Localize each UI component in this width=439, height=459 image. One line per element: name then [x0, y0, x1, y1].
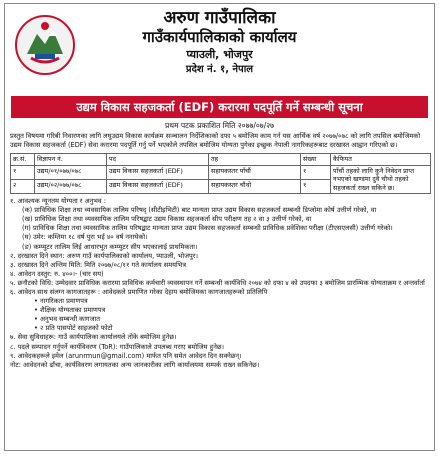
col-header: विज्ञापन नं. — [35, 154, 107, 165]
table-cell: १ — [301, 179, 331, 193]
intro-paragraph: प्रस्तुत विषयमा गरिबी निवारणका लागि लघुउद्यम विकास कार्यक्रम सञ्चालन निर्देशिकाको दफा ५ बमोजिम काम गर्न यस आर्थिक वर्ष २०७७/०७८ को लागि तपसिल बमोजिमको उद्यम विकास सहजकर्ता (EDF) सेवा करारमा पदपूर्ति गर्नु पर्ने भएकोले तपसिल बमोजिम योग्यता पुगेका इच्छुक नेपाली नागरिकहरूबाट दरखास्त आह्वान गरिएको छ। — [10, 132, 421, 150]
notice-line: • २ प्रति पासपोर्ट साइजको फोटो — [34, 324, 113, 333]
notice-line: ४. आवेदन दस्तुर: रु. ४००।- (चार सय) — [10, 269, 104, 278]
notice-line: • शैक्षिक योग्यताका प्रमाणपत्र — [34, 306, 106, 315]
table-cell: सहायकस्तर पाँचौं — [209, 165, 301, 179]
notice-line: १. आवश्यक न्यूनतम योग्यता र अनुभव : — [10, 197, 106, 206]
notice-title-banner: उद्यम विकास सहजकर्ता (EDF) करारमा पदपूर्ति गर्ने सम्बन्धी सूचना — [11, 96, 428, 118]
table-cell: २ — [11, 179, 35, 193]
col-header: क्र.सं. — [11, 154, 35, 165]
notice-line: (घ) उमेर: कम्तिमा १८ वर्ष पुरा भई ४० वर्ष ननाघेको। — [22, 233, 148, 242]
table-cell: १ — [11, 165, 35, 179]
vacancy-table — [10, 153, 431, 194]
notice-line: ८. पदले सम्पादन गर्नुपर्ने कार्यविवरण (ToR): गाउँपालिकाले उपलब्ध गराए बमोजिम हुनेछ। — [10, 342, 225, 351]
office-place: प्याउली, भोजपुर — [186, 48, 253, 61]
table-cell: १ — [301, 165, 331, 179]
nepal-emblem-icon — [13, 14, 77, 76]
table-cell: सहायकस्तर चौथो — [209, 179, 301, 193]
notice-line: नोट: आवेदनको ढाँचा, कार्यविवरण लगायतका अन्य जानकारीका लागि कार्यालयमा सम्पर्क राख्न सकिनेछ। — [10, 360, 260, 369]
table-cell: उद्यम/०१/०७७/०७८ — [35, 165, 107, 179]
office-name: गाउँकार्यपालिकाको कार्यालय — [142, 28, 297, 46]
notice-line: • नागरिकता प्रमाणपत्र — [34, 297, 88, 306]
letterhead — [5, 8, 434, 93]
table-cell: उद्यम/०२/०७७/०७८ — [35, 179, 107, 193]
col-header: पद — [107, 154, 209, 165]
notice-line: (क) प्राविधिक शिक्षा तथा व्यवसायिक तालिम परिषद् (सीटीइभिटी) बाट मान्यता प्राप्त उद्यम विकास सहजकर्ता सम्बन्धी डिप्लोमा कोर्ष उत्तीर्ण गरेको, वा — [22, 206, 377, 215]
notice-line: • अनुभव सम्बन्धी कागजात — [34, 315, 100, 324]
notice-body — [10, 197, 429, 370]
table-cell: उद्यम विकास सहजकर्ता (EDF) — [107, 165, 209, 179]
municipality-name: अरुण गाउँपालिका — [163, 8, 276, 28]
notice-line: ९. आवेदकहरूले इमेल (arunrmun@gmail.com) मार्फत पनि समेत आवेदन दिन सक्नेछन्। — [10, 351, 242, 360]
col-header: संख्या — [301, 154, 331, 165]
notice-line: (ख) प्राविधिक शिक्षा तथा व्यवसायिक तालिम परिषद्बाट उद्यम विकास सहजकर्ता सीप परीक्षण तह २ वा ३ उत्तीर्ण गरेको, वा — [22, 215, 312, 224]
notice-line: ५. छनौटको विधि: उम्मेदवार प्राविधिक करारमा प्राविधिक कर्मचारी व्यवस्थापन गर्ने सम्बन्धी कार्यविधि २०७४ को दफा ४ को उपदफा ३ बमोजिम प्रारम्भिक योग्यताक्रम र अन्तर्वार्ता — [10, 278, 425, 287]
notice-line: ६. आवेदन साथ संलग्न कागजातहरू : आवेदकले प्रमाणित गरेका देहाय बमोजिमका कागजातहरूको प्रतिलिपि — [10, 287, 268, 296]
table-cell: पाँचौं तहको लागि कुनै निवेदन प्राप्त नभएको खण्डमा दुवै चौथो तहको सहजकर्ता राख्न सकिने छ। — [331, 165, 431, 193]
publication-date: प्रथम पटक प्रकाशित मिति २०७७/०७/२७ — [164, 121, 275, 130]
table-row — [11, 165, 431, 179]
col-header: कैफियत — [331, 154, 431, 165]
notice-line: २. दरखास्त दिने स्थान: अरुण गाउँ कार्यपालिकाको कार्यालय, प्याउली, भोजपुर। — [10, 251, 198, 260]
vacancy-table-header — [11, 154, 431, 165]
table-cell: उद्यम विकास सहजकर्ता (EDF) — [107, 179, 209, 193]
col-header: तह — [209, 154, 301, 165]
notice-line: ३. दरखास्त दिने अन्तिम मिति: मिति २०७७/०८/११ गते कार्यालय समयभित्र — [10, 260, 186, 269]
office-state: प्रदेश नं. १, नेपाल — [185, 64, 254, 75]
notice-page — [4, 3, 435, 451]
notice-line: (ङ) कम्प्युटर तालिम लिई आधारभूत कम्प्युटर सीप भएकालाई प्राथमिकता। — [22, 242, 198, 251]
notice-line: (ग) प्राविधिक शिक्षा तथा व्यवसायिक तालिम परिषद्बाट मान्यता प्राप्त उद्यम विकास सहजकर्ता सम्बन्धी प्राविधिक प्रवेशिका परीक्षा (टीएसएलसी) उत्तीर्ण गरेको। — [22, 224, 393, 233]
notice-line: ७. सेवा सुविधाहरू: गाउँ कार्यपालिका कार्यालयले तोके बमोजिम हुनेछ। — [10, 333, 177, 342]
